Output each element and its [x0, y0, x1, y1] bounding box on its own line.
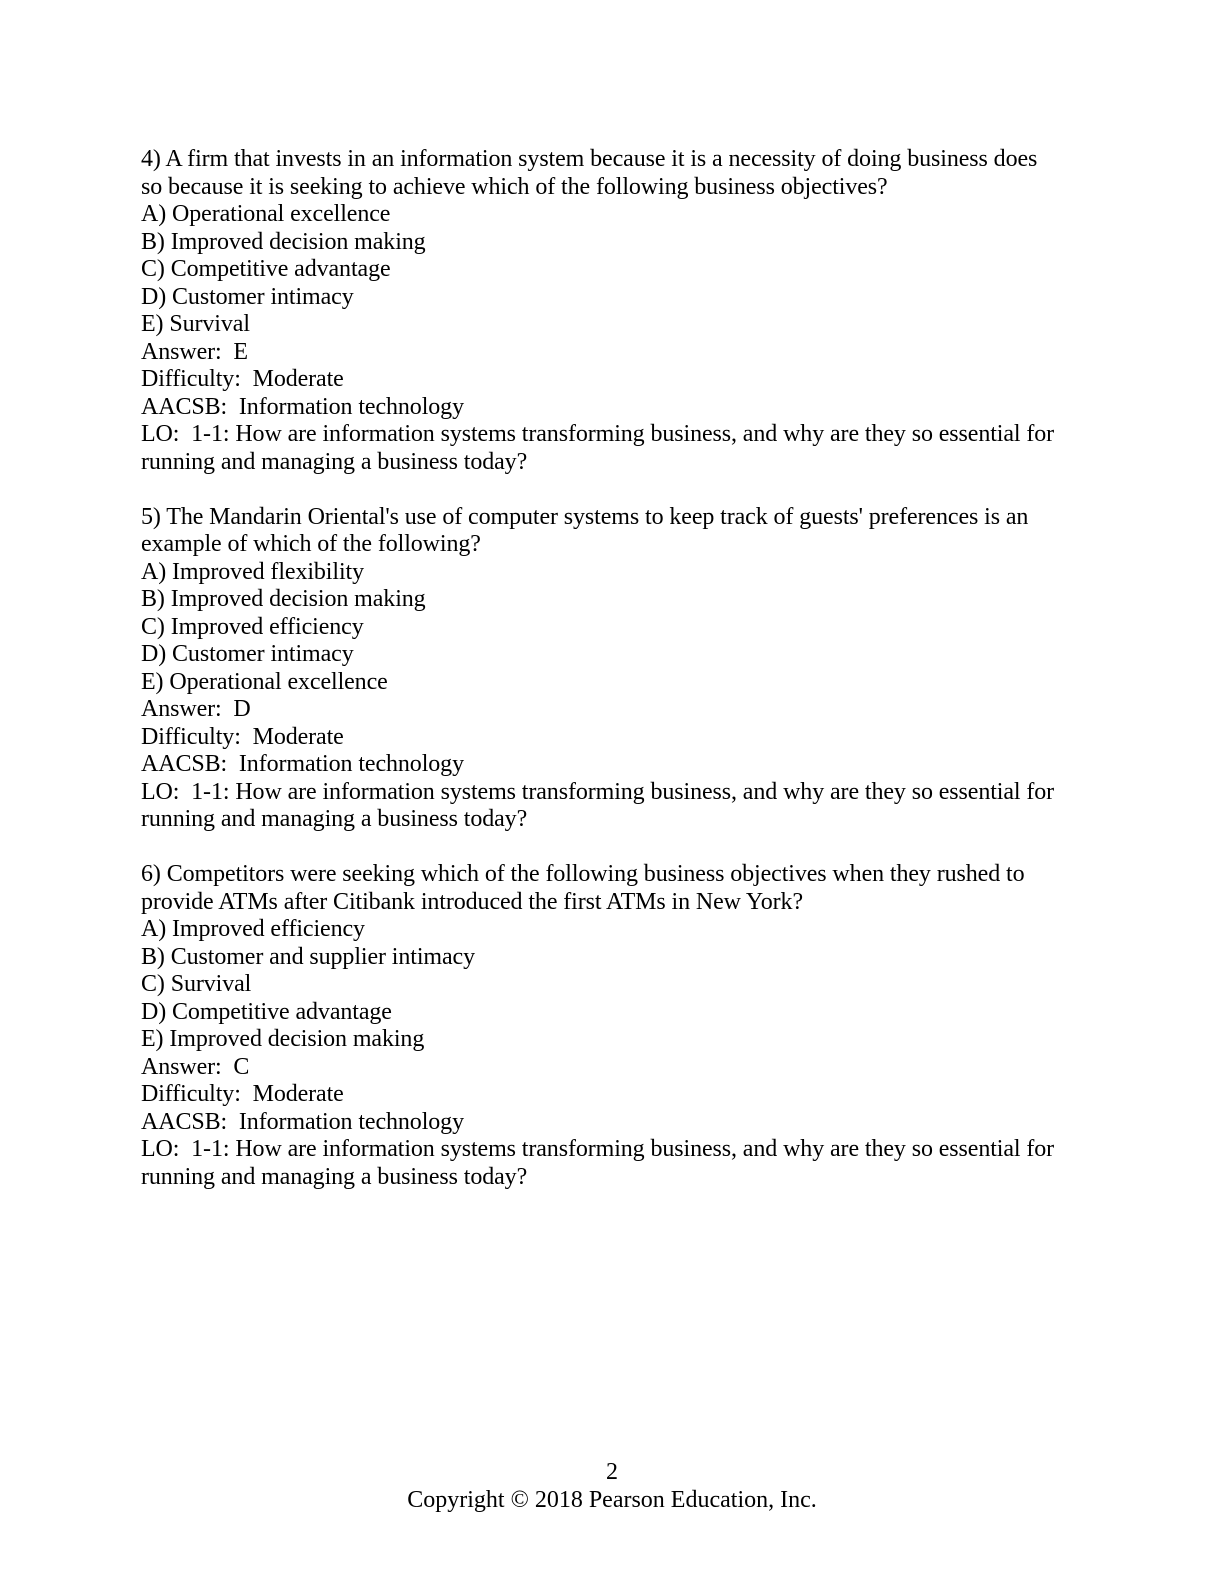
q4-line-4: B) Improved decision making — [141, 228, 426, 255]
q4-line-6: D) Customer intimacy — [141, 283, 354, 310]
q6-line-9: Difficulty: Moderate — [141, 1081, 344, 1107]
q5-line-10: AACSB: Information technology — [141, 751, 464, 777]
q5-line-5: C) Improved efficiency — [141, 613, 364, 640]
question-block-q5 — [141, 504, 1086, 834]
q4-line-11: LO: 1-1: How are information systems transforming business, and why are they so essential for — [141, 421, 1055, 447]
q6-line-7: E) Improved decision making — [141, 1026, 425, 1052]
q4-line-9: Difficulty: Moderate — [141, 366, 344, 392]
page-number: 2 — [606, 1459, 618, 1485]
q4-line-5: C) Competitive advantage — [141, 256, 391, 282]
q4-line-12: running and managing a business today? — [141, 448, 528, 475]
q5-line-8: Answer: D — [141, 696, 251, 722]
question-block-q6 — [141, 861, 1086, 1191]
q6-line-3: A) Improved efficiency — [141, 916, 365, 942]
q6-line-4: B) Customer and supplier intimacy — [141, 943, 475, 970]
q6-line-8: Answer: C — [141, 1053, 250, 1080]
question-block-q4 — [141, 146, 1086, 476]
copyright-line: Copyright © 2018 Pearson Education, Inc. — [407, 1487, 817, 1513]
q5-line-6: D) Customer intimacy — [141, 641, 354, 667]
q6-line-5: C) Survival — [141, 971, 252, 997]
page-footer — [0, 1458, 1224, 1514]
q4-line-1: 4) A firm that invests in an information system because it is a necessity of doing business does — [141, 146, 1038, 172]
q4-line-2: so because it is seeking to achieve which of the following business objectives? — [141, 173, 888, 200]
q5-line-2: example of which of the following? — [141, 531, 481, 557]
q6-line-6: D) Competitive advantage — [141, 998, 392, 1025]
q5-line-4: B) Improved decision making — [141, 586, 426, 612]
q4-line-7: E) Survival — [141, 311, 250, 337]
q4-line-8: Answer: E — [141, 338, 248, 365]
q5-line-9: Difficulty: Moderate — [141, 723, 344, 750]
q5-line-3: A) Improved flexibility — [141, 558, 364, 585]
q5-line-11: LO: 1-1: How are information systems transforming business, and why are they so essential for — [141, 778, 1055, 805]
q6-line-12: running and managing a business today? — [141, 1163, 528, 1190]
q4-line-3: A) Operational excellence — [141, 201, 391, 227]
questions-area — [141, 146, 1086, 1191]
q6-line-2: provide ATMs after Citibank introduced the first ATMs in New York? — [141, 888, 803, 915]
q5-line-1: 5) The Mandarin Oriental's use of computer systems to keep track of guests' preferences is an — [141, 503, 1029, 530]
q5-line-12: running and managing a business today? — [141, 806, 528, 832]
q5-line-7: E) Operational excellence — [141, 668, 388, 695]
q6-line-11: LO: 1-1: How are information systems transforming business, and why are they so essential for — [141, 1136, 1055, 1162]
q6-line-1: 6) Competitors were seeking which of the following business objectives when they rushed to — [141, 861, 1025, 887]
q6-line-10: AACSB: Information technology — [141, 1108, 464, 1135]
q4-line-10: AACSB: Information technology — [141, 393, 464, 420]
